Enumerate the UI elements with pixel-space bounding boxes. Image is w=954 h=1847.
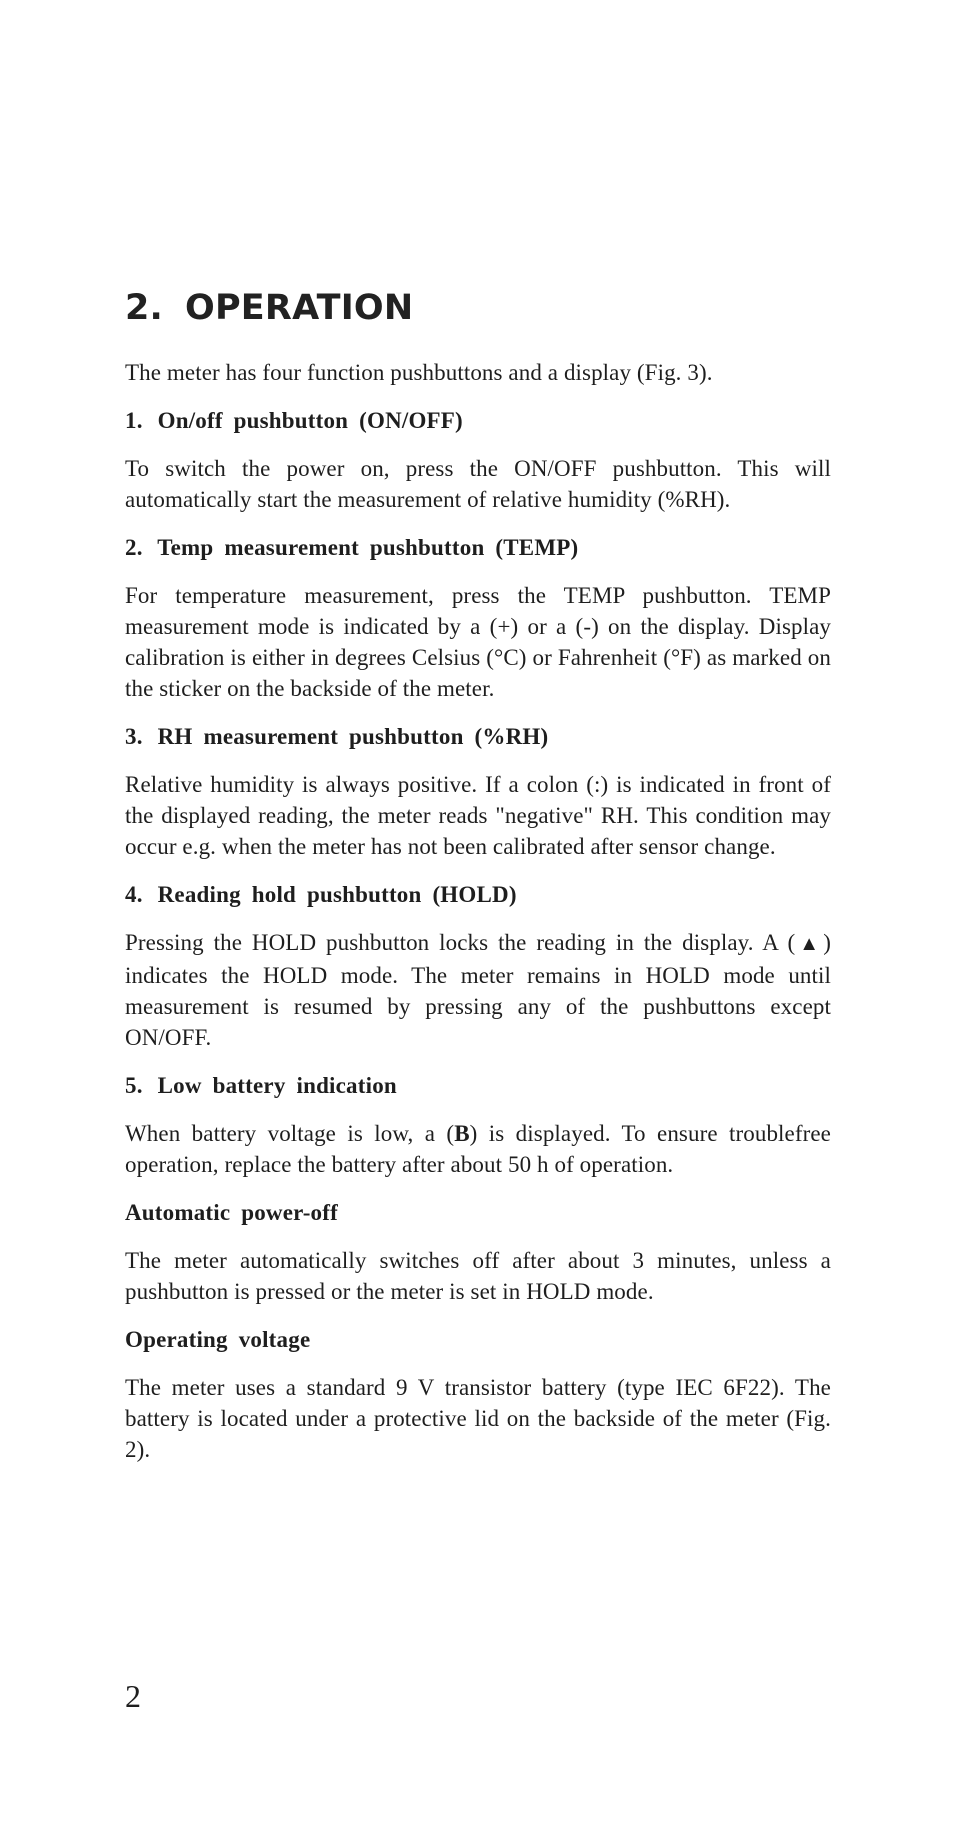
section-heading: [125, 721, 831, 752]
section-body: [125, 1118, 831, 1180]
body-text-before: When battery voltage is low, a (: [125, 1121, 455, 1146]
chapter-title: [125, 288, 831, 328]
section-heading-text: Low battery indication: [157, 1073, 397, 1098]
body-text-before: Pressing the HOLD pushbutton locks the reading in the display. A (: [125, 930, 796, 955]
section-heading-text: RH measurement pushbutton (%RH): [157, 724, 549, 749]
section-number: 4.: [125, 882, 143, 907]
body-text-after: ) indicates the HOLD mode. The meter remains in HOLD mode until measurement is resumed by pressing any of the pushbuttons except ON/OFF.: [125, 930, 831, 1050]
section-body: [125, 927, 831, 1053]
section-number: 2.: [125, 535, 143, 560]
chapter-title-text: OPERATION: [185, 288, 414, 328]
section-body: The meter uses a standard 9 V transistor battery (type IEC 6F22). The battery is located under a protective lid on the backside of the meter (Fig. 2).: [125, 1375, 831, 1462]
section-number: 5.: [125, 1073, 143, 1098]
intro-paragraph: The meter has four function pushbuttons and a display (Fig. 3).: [125, 360, 713, 385]
hold-triangle-icon: ▲: [795, 933, 824, 955]
battery-b-symbol: B: [454, 1121, 470, 1146]
section-body: For temperature measurement, press the TEMP pushbutton. TEMP measurement mode is indicated by a (+) or a (-) on the display. Display calibration is either in degrees Celsius (°C) or Fahrenheit (°F) as marked on the sticker on the backside of the meter.: [125, 583, 831, 701]
section-heading: [125, 1197, 831, 1228]
body-text-after: ) is displayed. To ensure troublefree operation, replace the battery after about 50 h of operation.: [125, 1121, 831, 1177]
chapter-number: 2.: [125, 288, 164, 328]
section-heading-text: Reading hold pushbutton (HOLD): [157, 882, 517, 907]
section-temp: [125, 532, 831, 704]
section-body: The meter automatically switches off after about 3 minutes, unless a pushbutton is pressed or the meter is set in HOLD mode.: [125, 1248, 831, 1304]
section-number: 3.: [125, 724, 143, 749]
section-body: To switch the power on, press the ON/OFF pushbutton. This will automatically start the measurement of relative humidity (%RH).: [125, 456, 831, 512]
page-number: 2: [125, 1678, 141, 1714]
section-heading-text: On/off pushbutton (ON/OFF): [157, 408, 463, 433]
section-body: Relative humidity is always positive. If a colon (:) is indicated in front of the displayed reading, the meter reads "negative" RH. This condition may occur e.g. when the meter has not been calibrated after sensor change.: [125, 772, 831, 859]
section-heading: [125, 1070, 831, 1101]
section-heading-text: Automatic power-off: [125, 1200, 338, 1225]
section-heading-text: Temp measurement pushbutton (TEMP): [157, 535, 579, 560]
section-hold: [125, 879, 831, 1053]
section-heading: [125, 879, 831, 910]
section-auto-power-off: [125, 1197, 831, 1307]
section-heading: [125, 405, 831, 436]
section-heading-text: Operating voltage: [125, 1327, 311, 1352]
section-number: 1.: [125, 408, 143, 433]
section-heading: [125, 1324, 831, 1355]
section-on-off: [125, 405, 831, 515]
section-low-battery: [125, 1070, 831, 1180]
page-content: [125, 288, 831, 1482]
section-heading: [125, 532, 831, 563]
section-rh: [125, 721, 831, 862]
section-operating-voltage: [125, 1324, 831, 1465]
